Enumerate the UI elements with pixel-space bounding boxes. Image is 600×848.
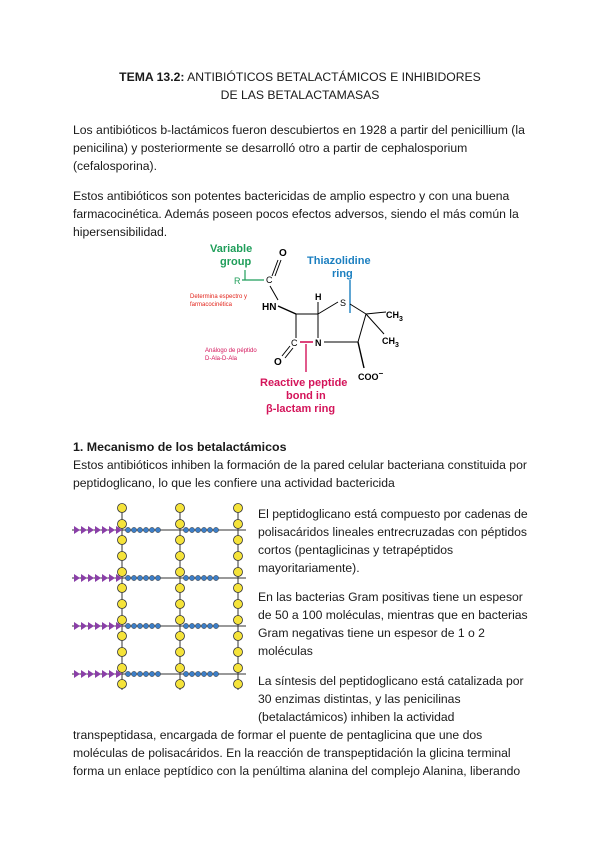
- text-line: peptidoglicano, lo que les confiere una actividad bactericida: [73, 476, 395, 490]
- glycan-unit: [118, 600, 127, 609]
- pink-note-2: D-Ala-D-Ala: [205, 356, 238, 362]
- bond: [358, 314, 366, 342]
- peptide-unit: [201, 671, 206, 676]
- peptide-unit: [213, 671, 218, 676]
- bond: [366, 314, 384, 334]
- glycan-unit: [176, 600, 185, 609]
- glycan-unit: [234, 520, 243, 529]
- text-line: El peptidoglicano está compuesto por cadenas de: [258, 507, 528, 521]
- pentaglycine-unit: [109, 622, 115, 630]
- pentaglycine-unit: [88, 526, 94, 534]
- reactive-label-3: β-lactam ring: [266, 403, 336, 415]
- peptide-unit: [155, 671, 160, 676]
- glycan-unit: [234, 616, 243, 625]
- hn-group: HN: [262, 302, 277, 313]
- peptide-unit: [131, 671, 136, 676]
- glycan-unit: [118, 648, 127, 657]
- peptide-unit: [183, 527, 188, 532]
- r-atom: R: [234, 276, 241, 286]
- glycan-unit: [176, 664, 185, 673]
- pentaglycine-unit: [95, 574, 101, 582]
- text-line: La síntesis del peptidoglicano está catalizada por: [258, 674, 524, 688]
- text-line: En las bacterias Gram positivas tiene un espesor: [258, 590, 523, 604]
- glycan-unit: [118, 664, 127, 673]
- pentaglycine-unit: [109, 574, 115, 582]
- glycan-unit: [118, 552, 127, 561]
- pentaglycine-unit: [109, 526, 115, 534]
- beta-lactam-structure-figure: [190, 238, 410, 423]
- peptide-unit: [201, 575, 206, 580]
- pentaglycine-unit: [95, 526, 101, 534]
- reactive-label: Reactive peptide: [260, 377, 348, 389]
- text-line: forma un enlace peptídico con la penúltima alanina del complejo Alanina, liberando: [73, 764, 521, 778]
- text-line: cortos (pentaglicinas y tetrapéptidos: [258, 543, 454, 557]
- text-line: Estos antibióticos inhiben la formación de la pared celular bacteriana constituida por: [73, 458, 527, 472]
- side-paragraph-1: [258, 505, 528, 577]
- peptide-unit: [131, 575, 136, 580]
- text-line: transpeptidasa, encargada de formar el puente de pentaglicina que une dos: [73, 728, 483, 742]
- pentaglycine-unit: [81, 670, 87, 678]
- peptide-unit: [207, 575, 212, 580]
- intro-paragraph-2: [73, 187, 519, 241]
- glycan-unit: [118, 584, 127, 593]
- carboxylate-group: COO−: [358, 369, 384, 382]
- ch3-group: $CH_3$: [386, 310, 403, 323]
- thiazolidine-label: Thiazolidine: [307, 255, 371, 267]
- peptide-unit: [195, 671, 200, 676]
- peptide-unit: [143, 671, 148, 676]
- text-line: 30 enzimas distintas, y las penicilinas: [258, 692, 461, 706]
- text-line: (cefalosporina).: [73, 159, 157, 173]
- glycan-unit: [176, 536, 185, 545]
- text-line: (betalactámicos) inhiben la actividad: [258, 710, 455, 724]
- text-line: farmacocinética. Además poseen pocos efectos adversos, siendo el más común la: [73, 207, 519, 221]
- pentaglycine-unit: [102, 622, 108, 630]
- pentaglycine-unit: [81, 622, 87, 630]
- bond: [282, 346, 290, 356]
- n-ring-atom: N: [315, 338, 322, 348]
- pentaglycine-unit: [109, 670, 115, 678]
- peptide-unit: [189, 623, 194, 628]
- peptide-unit: [201, 527, 206, 532]
- bond: [275, 260, 281, 276]
- peptide-unit: [213, 527, 218, 532]
- h-atom: H: [315, 292, 322, 302]
- peptide-unit: [207, 623, 212, 628]
- peptide-unit: [137, 671, 142, 676]
- peptide-unit: [149, 671, 154, 676]
- c-top-atom: C: [266, 275, 273, 285]
- peptide-unit: [149, 623, 154, 628]
- glycan-unit: [176, 616, 185, 625]
- glycan-unit: [234, 536, 243, 545]
- text-line: Gram negativas tiene un espesor de 1 o 2: [258, 626, 485, 640]
- red-note: Determina espectro y: [190, 294, 248, 300]
- pentaglycine-unit: [88, 574, 94, 582]
- glycan-unit: [234, 568, 243, 577]
- bond: [278, 306, 296, 314]
- peptide-unit: [125, 671, 130, 676]
- peptide-unit: [195, 575, 200, 580]
- glycan-unit: [118, 632, 127, 641]
- peptide-unit: [143, 575, 148, 580]
- peptide-unit: [131, 527, 136, 532]
- text-line: de 50 a 100 moléculas, mientras que en bacterias: [258, 608, 528, 622]
- glycan-unit: [234, 584, 243, 593]
- peptide-unit: [143, 623, 148, 628]
- peptide-unit: [149, 575, 154, 580]
- pentaglycine-unit: [74, 574, 80, 582]
- peptide-unit: [189, 575, 194, 580]
- glycan-unit: [176, 632, 185, 641]
- pentaglycine-unit: [88, 622, 94, 630]
- glycan-unit: [118, 568, 127, 577]
- pentaglycine-unit: [102, 526, 108, 534]
- title-label: TEMA 13.2:: [119, 70, 185, 84]
- glycan-unit: [234, 504, 243, 513]
- glycan-unit: [118, 680, 127, 689]
- peptide-unit: [155, 527, 160, 532]
- glycan-unit: [234, 632, 243, 641]
- peptide-unit: [213, 623, 218, 628]
- glycan-unit: [176, 680, 185, 689]
- glycan-unit: [118, 616, 127, 625]
- c-ring-atom: C: [291, 338, 298, 348]
- peptide-unit: [125, 623, 130, 628]
- pentaglycine-unit: [95, 622, 101, 630]
- text-line: penicilina) y posteriormente se desarrolló otro a partir de cephalosporium: [73, 141, 468, 155]
- intro-paragraph-1: [73, 121, 525, 175]
- peptide-unit: [137, 623, 142, 628]
- glycan-unit: [118, 536, 127, 545]
- peptidoglycan-lattice-diagram: [70, 500, 250, 700]
- text-line: Estos antibióticos son potentes bactericidas de amplio espectro y con una buena: [73, 189, 510, 203]
- peptide-unit: [149, 527, 154, 532]
- pentaglycine-unit: [74, 526, 80, 534]
- reactive-label-2: bond in: [286, 390, 326, 402]
- bond: [350, 304, 366, 314]
- variable-group-label-2: group: [220, 256, 252, 268]
- pentaglycine-unit: [88, 670, 94, 678]
- section-heading: 1. Mecanismo de los betalactámicos: [73, 440, 287, 454]
- peptide-unit: [183, 671, 188, 676]
- bond: [270, 286, 278, 300]
- text-line: hipersensibilidad.: [73, 225, 168, 239]
- glycan-unit: [234, 664, 243, 673]
- peptide-unit: [155, 623, 160, 628]
- peptide-unit: [207, 527, 212, 532]
- text-line: polisacáridos lineales entrecruzadas con péptidos: [258, 525, 527, 539]
- red-note-2: farmacocinética: [190, 302, 233, 308]
- text-line: moléculas: [258, 644, 313, 658]
- bond: [318, 302, 338, 314]
- glycan-unit: [118, 504, 127, 513]
- peptide-unit: [213, 575, 218, 580]
- side-paragraph-2: [258, 588, 528, 660]
- pentaglycine-unit: [74, 622, 80, 630]
- glycan-unit: [234, 648, 243, 657]
- pentaglycine-unit: [102, 574, 108, 582]
- bond: [358, 342, 364, 368]
- peptide-unit: [183, 575, 188, 580]
- glycan-unit: [234, 600, 243, 609]
- glycan-unit: [176, 552, 185, 561]
- peptide-unit: [125, 575, 130, 580]
- text-line: mayoritariamente).: [258, 561, 360, 575]
- glycan-unit: [176, 504, 185, 513]
- glycan-unit: [176, 520, 185, 529]
- peptide-unit: [155, 575, 160, 580]
- peptide-unit: [125, 527, 130, 532]
- glycan-unit: [234, 680, 243, 689]
- peptide-unit: [201, 623, 206, 628]
- o-top-atom: O: [279, 248, 287, 259]
- side-paragraph-3: [258, 672, 524, 726]
- peptide-unit: [131, 623, 136, 628]
- peptide-unit: [195, 527, 200, 532]
- s-atom: S: [340, 298, 347, 308]
- glycan-unit: [176, 568, 185, 577]
- pentaglycine-unit: [74, 670, 80, 678]
- glycan-unit: [118, 520, 127, 529]
- peptide-unit: [137, 575, 142, 580]
- glycan-unit: [176, 584, 185, 593]
- peptide-unit: [195, 623, 200, 628]
- pentaglycine-unit: [95, 670, 101, 678]
- text-line: Los antibióticos b-lactámicos fueron descubiertos en 1928 a partir del penicillium (la: [73, 123, 525, 137]
- thiazolidine-label-2: ring: [332, 268, 353, 280]
- glycan-unit: [234, 552, 243, 561]
- variable-group-label: Variable: [210, 243, 253, 255]
- bond: [285, 348, 293, 358]
- peptide-unit: [183, 623, 188, 628]
- title-line2: DE LAS BETALACTAMASAS: [220, 88, 380, 102]
- ch3-group: $CH_3$: [382, 336, 399, 349]
- full-width-paragraph: [73, 726, 520, 780]
- glycan-unit: [176, 648, 185, 657]
- peptide-unit: [143, 527, 148, 532]
- section-intro: [73, 456, 527, 492]
- pink-note: Análogo de péptido: [205, 348, 257, 354]
- peptide-unit: [137, 527, 142, 532]
- pentaglycine-unit: [102, 670, 108, 678]
- peptide-unit: [189, 671, 194, 676]
- page-title: [60, 68, 540, 104]
- title-line1: ANTIBIÓTICOS BETALACTÁMICOS E INHIBIDORES: [187, 70, 481, 84]
- bond: [272, 260, 278, 276]
- bond: [366, 312, 386, 314]
- o-ring-atom: O: [274, 357, 282, 368]
- peptide-unit: [189, 527, 194, 532]
- peptide-unit: [207, 671, 212, 676]
- pentaglycine-unit: [81, 526, 87, 534]
- pentaglycine-unit: [81, 574, 87, 582]
- text-line: moléculas de polisacáridos. En la reacción de transpeptidación la glicina terminal: [73, 746, 511, 760]
